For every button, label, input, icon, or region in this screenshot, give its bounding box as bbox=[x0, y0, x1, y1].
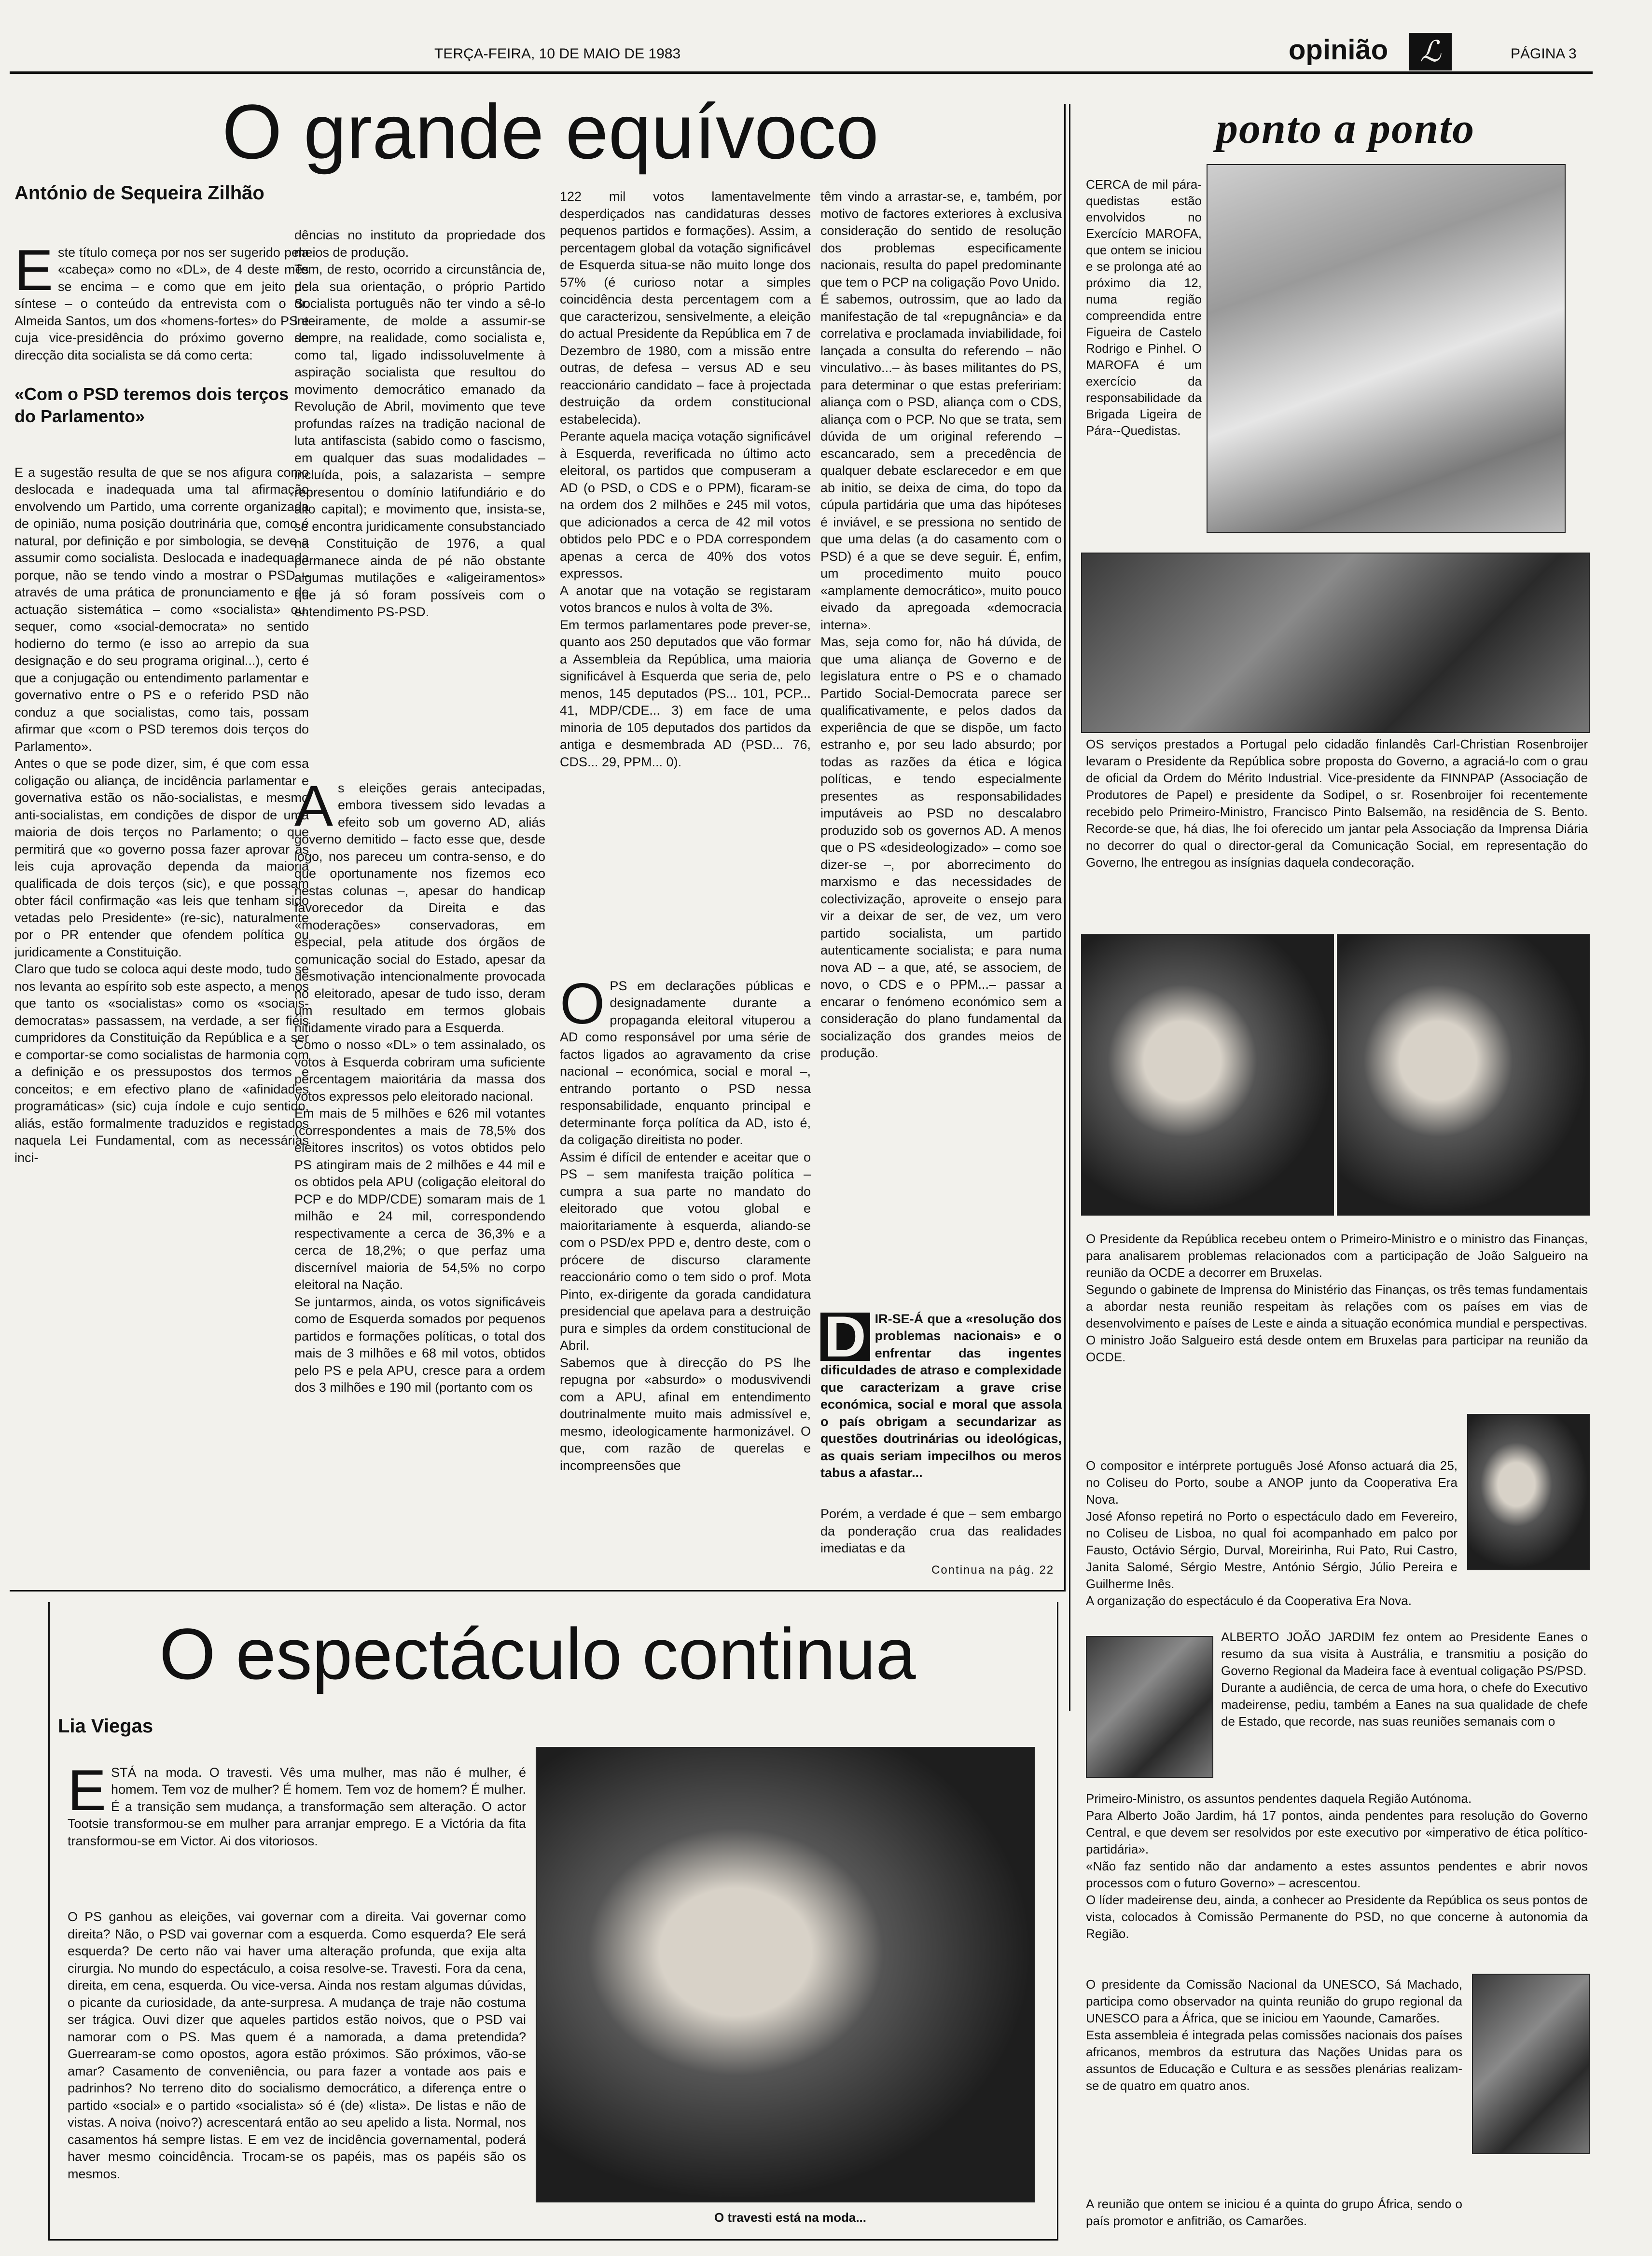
minister-photo-right bbox=[1337, 934, 1590, 1216]
dropcap: E bbox=[68, 1758, 107, 1823]
section-label: opinião bbox=[1289, 34, 1388, 66]
article-column-4-lead bbox=[820, 1293, 1062, 1506]
column-text: O PS ganhou as eleições, vai governar com a direita. Vai governar como direita? Não, o PSD vai governar com a esquerda. Como esquerda? Ele será esquerda? De certo não vai haver uma alteração profunda, que exija alta cirurgia. No mundo do espectáculo, a coisa resolve-se. Travesti. Fora da cena, direita, em cena, esquerda. Ou vice-versa. Ainda nos restam algumas dúvidas, o picante da curiosidade, da ante-surpresa. A mudança de traje não costuma ser trágica. Ouvi dizer que aqueles partidos estão noivos, que o PSD vai namorar com o PS. Mas quem é a namorada, a dama pretendida? Guerrearam-se como opostos, agora estão próximos. São próximos, vão-se amar? Casamento de conveniência, ou para fazer a vontade aos pais e padrinhos? No terreno dito do socialismo democrático, a diferença entre o partido «social» e o partido «socialista» só é (de) «lista». De listas e não de vistas. A noiva (noivo?) acrescentará então ao seu apelido a lista. Normal, nos casamentos há sempre listas. E em vez de incidência governamental, poderá haver mesmo coincidência. Trocam-se os papéis, mas os papéis são os mesmos. bbox=[68, 1910, 526, 2181]
article2-intro bbox=[68, 1747, 526, 1901]
article-author: António de Sequeira Zilhão bbox=[14, 182, 264, 204]
column-text: PS em declarações públicas e designadamente durante a propaganda eleitoral vituperou a AD como responsável por uma série de factos ligados ao agravamento da crise nacional – económica, social e moral –, entrando portanto o PSD nessa responsabilidade, enquanto principal e determinante força política da AD, isto é, da coligação direitista no poder. Assim é difícil de entender e aceitar que o PS – sem manifesta traição política – cumpra a sua parte no mandato do eleitorado que votou global e maioritariamente à esquerda, aliando-se com o PSD/ex PPD e, dentro deste, com o prócere de discurso claramente reaccionário como o tem sido o prof. Mota Pinto, ex-dirigente da gorada candidatura presidencial que apelava para a destruição pura e simples da ordem constitucional de Abril. Sabemos que à direcção do PS lhe repugna por «absurdo» o modusvivendi com a APU, afinal em entendimento doutrinalmente muito mais admissível e, mesmo, ideologicamente harmonizável. O que, com razão de querelas e incompreensões que bbox=[560, 978, 811, 1473]
section-divider bbox=[10, 1590, 1066, 1592]
travesti-photo bbox=[536, 1747, 1035, 2202]
sidebar-item-6: O presidente da Comissão Nacional da UNESCO, Sá Machado, participa como observador na quinta reunião do grupo regional da UNESCO para a África, que se iniciou em Yaounde, Camarões. Esta assembleia é integrada pelas comissões nacionais dos países africanos, membros da estrutura das Nações Unidas para os assuntos de Educação e Cultura e as sessões plenárias realizam-se de quatro em quatro anos. bbox=[1086, 1977, 1462, 2093]
continues-link[interactable]: Continua na pág. 22 bbox=[931, 1564, 1055, 1577]
sa-machado-photo bbox=[1472, 1974, 1590, 2154]
sidebar-item-5a: ALBERTO JOÃO JARDIM fez ontem ao Presidente Eanes o resumo da sua visita à Austrália, e transmitiu a posição do Governo Regional da Madeira face à eventual coligação PS/PSD. Durante a audiência, de cerca de uma hora, o chefe do Executivo madeirense, pediu, também a Eanes na sua qualidade de chefe de Estado, que recorde, nas suas reuniões semanais com o bbox=[1221, 1630, 1588, 1729]
article2-frame-bottom bbox=[48, 2239, 1058, 2241]
paratroopers-photo bbox=[1207, 164, 1566, 533]
article-column-3b bbox=[560, 960, 811, 1578]
photo-caption: O travesti está na moda... bbox=[714, 2210, 867, 2225]
article-column-4 bbox=[820, 188, 1062, 1281]
header-date: TERÇA-FEIRA, 10 DE MAIO DE 1983 bbox=[434, 46, 681, 62]
article2-body bbox=[68, 1909, 526, 2222]
sidebar-item-1: CERCA de mil pára-quedistas estão envolvidos no Exercício MAROFA, que ontem se iniciou e se prolonga até ao próximo dia 12, numa região compreendida entre Figueira de Castelo Rodrigo e Pinhel. O MAROFA é um exercício da responsabilidade da Brigada Ligeira de Pára--Quedistas. bbox=[1086, 177, 1202, 438]
column-text: s eleições gerais antecipadas, embora tivessem sido levadas a efeito sob um governo AD, aliás governo demitido – facto esse que, desde logo, nos pareceu um contra-senso, e do que oportunamente nos fizemos eco nestas colunas –, apesar do handicap favorecedor da Direita e das «moderações» conservadoras, em especial, pela atitude dos órgãos de comunicação social do Estado, apesar da desmotivação intencionalmente provocada no eleitorado, apesar de tudo isso, deram um resultado em termos globais nitidamente virado para a Esquerda. Como o nosso «DL» o tem assinalado, os votos à Esquerda cobriram uma suficiente percentagem maioritária da massa dos votos expressos pelo eleitorado nacional. Em mais de 5 milhões e 626 mil votantes (correspondentes a mais de 78,5% dos eleitores inscritos) os votos obtidos pelo PS atingiram mais de 2 milhões e 44 mil e os obtidos pela APU (coligação eleitoral do PCP e do MDP/CDE) somaram mais de 1 milhão e 24 mil, correspondendo respectivamente a cerca de 36,3% e a cerca de 18,2%; o que perfaz uma discernível maioria de 54,5% no corpo eleitoral na Nação. Se juntarmos, ainda, os votos significáveis como de Esquerda somados por pequenos partidos e formações políticas, o total dos mais de 3 milhões e 68 mil votos, obtidos pelo PS e pela APU, cresce para a ordem dos 3 milhões e 190 mil (portanto com os bbox=[294, 780, 545, 1395]
sidebar-border-left bbox=[1069, 104, 1070, 1711]
article2-title: O espectáculo continua bbox=[159, 1613, 916, 1694]
rosenbroijer-photo bbox=[1081, 553, 1590, 733]
article2-frame-left bbox=[48, 1602, 50, 2239]
column-text: E a sugestão resulta de que se nos afigura como deslocada e inadequada uma tal afirmação envolvendo um Partido, uma corrente organizada de opinião, numa posição doutrinária que, como é natural, por definição e por simbologia, se deve a assumir como socialista. Deslocada e inadequada porque, não se tendo vindo a mostrar o PSD – através de uma prática de pronunciamento e de actuação sistemática – como «socialista» ou, sequer, como «social-democrata» no sentido hodierno do termo (e isso ao arrepio da sua designação e do seu programa original...), certo é que a conjugação ou entendimento parlamentar e governativo entre o PS e o referido PSD não conduz a que socialistas, como tais, possam afirmar que «com o PSD teremos dois terços do Parlamento». Antes o que se pode dizer, sim, é que com essa coligação ou aliança, de incidência parlamentar e governativa estão os não-socialistas, e mesmo anti-socialistas, em condições de dispor de uma maioria de dois terços no Parlamento; o que permitirá que «o governo possa fazer aprovar as leis cuja aprovação dependa da maioria qualificada de dois terços (sic), e que possam obter fácil confirmação «as leis que tenham sido vetadas pelo Presidente» (re-sic), naturalmente por o PR entender que ofendem política ou juridicamente a Constituição. Claro que tudo se coloca aqui deste modo, tudo se nos levanta ao espírito sob este aspecto, a menos que tanto os «socialistas» como os «sociais-democratas» passassem, na verdade, a ser fiéis cumpridores da Constituição da República e a ser e comportar-se como socialistas de harmonia com a definição e os pressupostos dos termos e conceitos; e em efectivo plano de «afinidades programáticas» (sic) cuja índole e cujo sentido, aliás, estão formalmente traduzidos e registados naquela Lei Fundamental, com as necessárias inci- bbox=[14, 465, 309, 1165]
article-column-3 bbox=[560, 188, 811, 951]
article2-frame-right bbox=[1057, 1602, 1058, 2239]
article2-author: Lia Viegas bbox=[58, 1716, 153, 1737]
subheading: «Com o PSD teremos dois terços do Parlamento» bbox=[14, 384, 289, 426]
column-text: têm vindo a arrastar-se, e, também, por motivo de factores exteriores à exclusiva consideração do sentido de resolução dos problemas especificamente nacionais, resulta do papel predominante que tem o PCP na coligação Povo Unido. É sabemos, outrossim, que ao lado da manifestação de tal «repugnância» e da correlativa e proclamada inviabilidade, foi lançada a consulta do referendo – não vinculativo...– às bases militantes do PS, para determinar o que estas prefeririam: aliança com o PSD, aliança com o CDS, aliança com o PCP. No que se trata, sem dúvida de um original referendo – escancarado, sem a precedência de qualquer debate esclarecedor e em que ab initio, se deixa de cima, do topo da cúpula partidária que uma das hipóteses é inviável, e se pressiona no sentido de que uma delas (a do casamento com o PSD) é a que se deve seguir. É, enfim, um procedimento muito pouco «amplamente democrático», muito pouco eivado da apregoada «democracia interna». Mas, seja como for, não há dúvida, de que uma aliança de Governo e de legislatura entre o PS e o chamado Partido Social-Democrata parece ser qualificativamente, e pelos dados da experiência de que se dispõe, um facto estranho e, por seu lado absurdo; por todas as razões da ética e lógica políticas, e tendo especialmente presentes as responsabilidades imputáveis ao PSD no descalabro produzido sob os governos AD. A menos que o PS «desideologizado» – como soe dizer-se –, por aborrecimento do marxismo e das necessidades de colectivização, aproveite o ensejo para vir a deixar de ser, de vez, um vero partido socialista, um partido autenticamente socialista; e para numa nova AD – a que, até, se associem, de novo, o CDS e o PPM...– passar a encarar o fenómeno económico sem a consideração do plano fundamental da socialização dos grandes meios de produção. bbox=[820, 189, 1062, 1060]
column-divider bbox=[1064, 104, 1066, 1590]
sidebar-item-6-end: A reunião que ontem se iniciou é a quinta do grupo África, sendo o país promotor e anfitrião, os Camarões. bbox=[1086, 2197, 1462, 2228]
article-column-2b bbox=[294, 762, 545, 1578]
article-column-4-end bbox=[820, 1506, 1062, 1559]
sidebar-logo: ponto a ponto bbox=[1216, 105, 1475, 152]
sidebar-item-2: OS serviços prestados a Portugal pelo cidadão finlandês Carl-Christian Rosenbroijer levaram o Presidente da República sobre proposta do Governo, a agraciá-lo com o grau de oficial da Ordem do Mérito Industrial. Vice-presidente da FINNPAP (Associação de Produtores de Papel) e presidente da Sodipel, o sr. Rosenbroijer foi recentemente recebido pelo Primeiro-Ministro, Francisco Pinto Balsemão, na residência de S. Bento. Recorde-se que, há dias, lhe foi oferecido um jantar pela Associação da Imprensa Diária no decorrer do qual o director-geral da Comunicação Social, em representação do Governo, lhe entregou as insígnias daquela condecoração. bbox=[1086, 737, 1588, 870]
intro-paragraph: STÁ na moda. O travesti. Vês uma mulher, mas não é mulher, é homem. Tem voz de mulher? É homem. Tem voz de homem? É mulher. É a transição sem mudança, a transformação sem alteração. O actor Tootsie transformou-se em mulher para arranjar emprego. E a Victória da fita transformou-se em Victor. Ai dos vitoriosos. bbox=[68, 1765, 526, 1848]
jose-afonso-photo bbox=[1467, 1414, 1590, 1570]
page-number: PÁGINA 3 bbox=[1511, 46, 1577, 62]
dropcap: E bbox=[14, 237, 54, 303]
dropcap: D bbox=[820, 1313, 870, 1361]
dropcap: O bbox=[560, 971, 605, 1036]
newspaper-logo-icon: ℒ bbox=[1409, 33, 1452, 70]
sidebar-item-3: O Presidente da República recebeu ontem o Primeiro-Ministro e o ministro das Finanças, para analisarem problemas relacionados com a participação de João Salgueiro na reunião da OCDE a decorrer em Bruxelas. Segundo o gabinete de Imprensa do Ministério das Finanças, os três temas fundamentais a abordar nesta reunião respeitam às relações com os países em vias de desenvolvimento e países de Leste e ainda a situação económica mundial e perspectivas. O ministro João Salgueiro está desde ontem em Bruxelas para participar na reunião da OCDE. bbox=[1086, 1232, 1588, 1364]
article-column-2 bbox=[294, 227, 545, 753]
dropcap: A bbox=[294, 773, 333, 838]
sidebar-item-5b: Primeiro-Ministro, os assuntos pendentes daquela Região Autónoma. Para Alberto João Jardim, há 17 pontos, ainda pendentes para resolução do Governo Central, e que devem ser resolvidos por este executivo por «imperativo de ética político-partidária». «Não faz sentido não dar andamento a estes assuntos pendentes e abrir novos processos com o futuro Governo» – acrescentou. O líder madeirense deu, ainda, a conhecer ao Presidente da República os seus pontos de vista, colocados à Comissão Permanente do PSD, no que concerne à autonomia da Região. bbox=[1086, 1791, 1588, 1941]
article-title: O grande equívoco bbox=[222, 88, 879, 175]
column-text: 122 mil votos lamentavelmente desperdiçados nas candidaturas desses pequenos partidos e formações). Assim, a percentagem global da votação significável de Esquerda situa-se não muito longe dos 57% (é curioso notar a simples coincidência desta percentagem com a que caracterizou, sensivelmente, a eleição do actual Presidente da República em 7 de Dezembro de 1980, com a missão entre outras, de defesa – versus AD e seu reaccionário candidato – face à projectada destruição da ordem constitucional estabelecida). Perante aquela maciça votação significável à Esquerda, reverificada no último acto eleitoral, os partidos que compuseram a AD (o PSD, o CDS e o PPM), ficaram-se na ordem dos 2 milhões e 245 mil votos, que adicionados a cerca de 42 mil votos obtidos pelo PDC e o PDA correspondem apenas a cerca de 40% dos votos expressos. A anotar que na votação se registaram votos brancos e nulos à volta de 3%. Em termos parlamentares pode prever-se, quanto aos 250 deputados que vão formar a Assembleia da República, uma maioria significável à Esquerda que seria de, pelo menos, 145 deputados (PS... 101, PCP... 41, MDP/CDE... 3) em face de uma minoria de 105 deputados dos partidos da antiga e desmembrada AD (PSD... 76, CDS... 29, PPM... 0). bbox=[560, 189, 811, 769]
column-text: dências no instituto da propriedade dos meios de produção. Tem, de resto, ocorrido a circunstância de, pela sua orientação, o próprio Partido Socialista português não ter vindo a sê-lo inteiramente, de molde a assumir-se sempre, na realidade, como socialista e, como tal, ligado indissoluvelmente à aspiração socialista que resultou do movimento democrático emanado da Revolução de Abril, movimento que teve profundas raízes na tradição nacional de luta antifascista (sabido como o fascismo, em qualquer das suas modalidades – incluída, pois, a salazarista – sempre representou o domínio latifundiário e do alto capital); e movimento que, insista-se, se encontra juridicamente consubstanciado na Constituição de 1976, a qual permanece ainda de pé não obstante algumas mutilações e «aligeiramentos» que já só foram possíveis com o entendimento PS-PSD. bbox=[294, 228, 545, 619]
minister-photo-left bbox=[1081, 934, 1334, 1216]
intro-paragraph: ste título começa por nos ser sugerido pela «cabeça» como no «DL», de 4 deste mês se encima – e como que em jeito de síntese – o conteúdo da entrevista com o dr. Almeida Santos, um dos «homens-fortes» do PS e cuja vice-presidência do próximo governo de direcção dita socialista se dá como certa: bbox=[14, 245, 309, 362]
sidebar-item-4: O compositor e intérprete português José Afonso actuará dia 25, no Coliseu do Porto, soube a ANOP junto da Cooperativa Era Nova. José Afonso repetirá no Porto o espectáculo dado em Fevereiro, no Coliseu de Lisboa, no qual foi acompanhado em palco por Fausto, Octávio Sérgio, Durval, Moreirinha, Rui Pato, Rui Castro, Janita Salomé, Sérgio Mestre, António Sérgio, Júlio Pereira e Guilherme Inês. A organização do espectáculo é da Cooperativa Era Nova. bbox=[1086, 1458, 1458, 1608]
column-text: Porém, a verdade é que – sem embargo da ponderação crua das realidades imediatas e da bbox=[820, 1507, 1062, 1555]
article-column-1 bbox=[14, 227, 309, 1578]
lead-paragraph: IR-SE-Á que a «resolução dos problemas nacionais» e o enfrentar das ingentes dificuldades de atraso e complexidade que caracterizam a grave crise económica, social e moral que assola o país obrigam a secundarizar as questões doutrinárias ou ideológicas, as quais seriam impecilhos ou meros tabus a afastar... bbox=[820, 1311, 1062, 1480]
header-rule bbox=[10, 71, 1593, 74]
jardim-photo bbox=[1086, 1636, 1213, 1778]
